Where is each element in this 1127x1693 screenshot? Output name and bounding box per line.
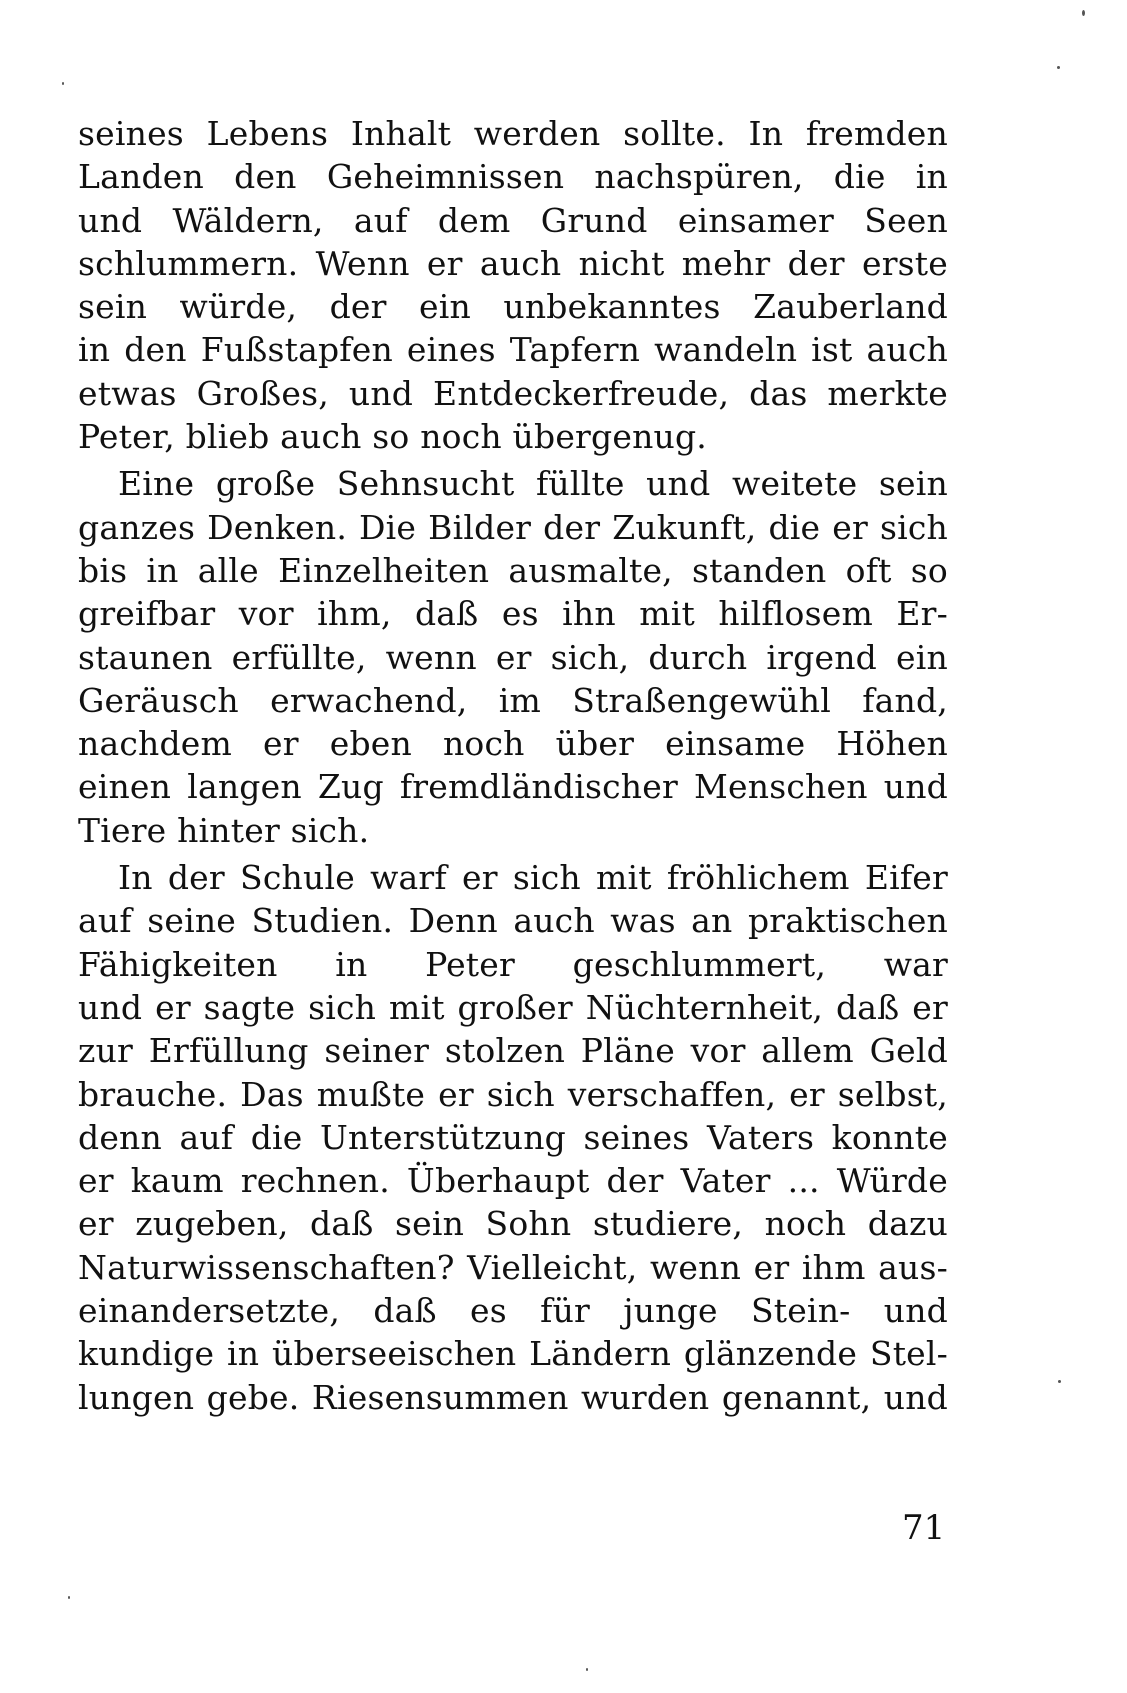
print-speck: [62, 82, 64, 85]
text-line: Peter, blieb auch so noch übergenug.: [78, 417, 707, 457]
text-line: Fähigkeiten in Peter geschlummert, war: [78, 944, 948, 984]
text-line: nachdem er eben noch über einsame Höhen: [78, 724, 948, 764]
text-line: in den Fußstapfen eines Tapfern wandeln ist auch: [78, 330, 948, 370]
text-line: einandersetzte, daß es für junge Stein- und: [78, 1291, 948, 1331]
text-line: er zugeben, daß sein Sohn studiere, noch dazu: [78, 1204, 948, 1244]
text-line: lungen gebe. Riesensummen wurden genannt, und: [78, 1377, 948, 1417]
text-line: Landen den Geheimnissen nachspüren, die in: [78, 157, 948, 197]
print-speck: [68, 1596, 70, 1599]
print-speck: [1082, 10, 1085, 16]
print-speck: [586, 1668, 588, 1671]
paragraph-3: [78, 856, 948, 1419]
paragraph-2: [78, 462, 948, 852]
text-line: seines Lebens Inhalt werden sollte. In fremden: [78, 114, 948, 153]
text-line: und er sagte sich mit großer Nüchternheit, daß er: [78, 987, 948, 1027]
text-line: denn auf die Unterstützung seines Vaters konnte: [78, 1117, 948, 1157]
print-speck: [1058, 1380, 1061, 1383]
text-line: bis in alle Einzelheiten ausmalte, standen oft so: [78, 550, 948, 590]
text-line: Tiere hinter sich.: [78, 810, 370, 850]
text-line: In der Schule warf er sich mit fröhlichem Eifer: [118, 858, 948, 898]
text-line: etwas Großes, und Entdeckerfreude, das merkte: [78, 373, 948, 413]
print-speck: [1057, 66, 1060, 69]
text-line: auf seine Studien. Denn auch was an praktischen: [78, 901, 948, 941]
text-line: sein würde, der ein unbekanntes Zauberland: [78, 287, 948, 327]
text-line: zur Erfüllung seiner stolzen Pläne vor allem Geld: [78, 1031, 948, 1071]
text-line: ganzes Denken. Die Bilder der Zukunft, die er sich: [78, 507, 948, 547]
text-line: greifbar vor ihm, daß es ihn mit hilflosem Er-: [78, 594, 948, 634]
text-line: Eine große Sehnsucht füllte und weitete sein: [118, 464, 948, 504]
text-line: schlummern. Wenn er auch nicht mehr der erste: [78, 243, 948, 283]
text-line: brauche. Das mußte er sich verschaffen, er selbst,: [78, 1074, 948, 1114]
text-line: staunen erfüllte, wenn er sich, durch irgend ein: [78, 637, 948, 677]
page-number: 71: [902, 1508, 946, 1548]
body-text: [78, 112, 948, 1419]
paragraph-1: [78, 112, 948, 458]
text-line: er kaum rechnen. Überhaupt der Vater ... Würde: [78, 1161, 948, 1201]
text-line: einen langen Zug fremdländischer Menschen und: [78, 767, 948, 807]
text-line: Naturwissenschaften? Vielleicht, wenn er ihm aus-: [78, 1247, 948, 1287]
text-line: und Wäldern, auf dem Grund einsamer Seen: [78, 200, 948, 240]
text-line: Geräusch erwachend, im Straßengewühl fand,: [78, 680, 948, 720]
text-line: kundige in überseeischen Ländern glänzende Stel-: [78, 1334, 948, 1374]
